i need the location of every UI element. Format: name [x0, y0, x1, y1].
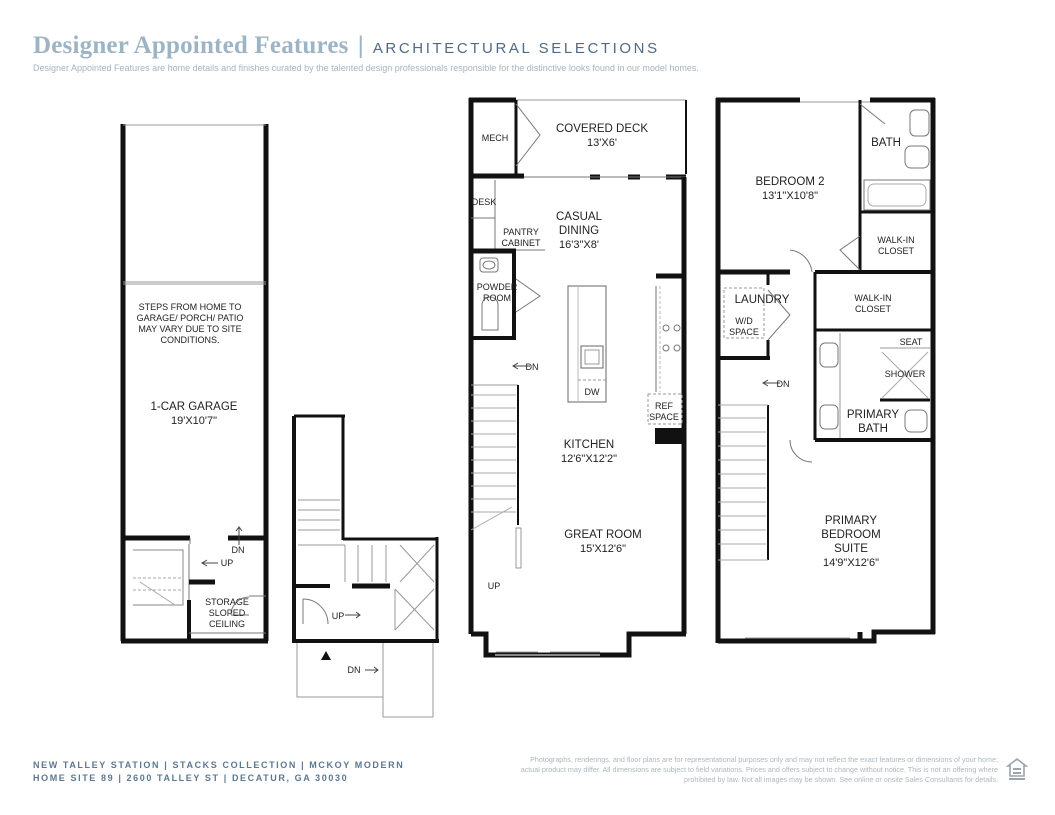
garage-note-line-3: MAY VARY DUE TO SITE [138, 324, 242, 334]
garage-level-plan [121, 124, 268, 641]
bedroom-2-dimensions: 13'1"X10'8" [761, 190, 819, 202]
storage-line-1: STORAGE [205, 597, 249, 607]
garage-dimensions: 19'X10'7" [170, 415, 218, 427]
primary-suite-dimensions: 14'9"X12'6" [822, 557, 880, 569]
page-title: Designer Appointed Features [33, 32, 349, 59]
garage-note-line-4: CONDITIONS. [160, 335, 220, 345]
bedroom-2-label: BEDROOM 2 [755, 176, 825, 188]
upper-dn-label: DN [776, 379, 790, 389]
title-separator: | [357, 32, 364, 59]
page-description: Designer Appointed Features are home details and finishes curated by the talented design professionals responsible for the distinctive looks found in our model homes. [33, 63, 699, 73]
equal-housing-icon [1006, 757, 1028, 783]
pantry-line-1: PANTRY [503, 227, 539, 237]
garage-dn-label: DN [231, 545, 245, 555]
walkin-closet-2-line-1: WALK-IN [854, 293, 892, 303]
walkin-closet-1-line-1: WALK-IN [877, 235, 915, 245]
walkin-closet-2-line-2: CLOSET [854, 304, 892, 314]
page-subtitle: ARCHITECTURAL SELECTIONS [372, 40, 660, 57]
storage-line-3: CEILING [208, 619, 246, 629]
garage-note-line-1: STEPS FROM HOME TO [138, 302, 242, 312]
footer-disclaimer: Photographs, renderings, and floor plans are for representational purposes only and may not reflect the exact features or dimensions of your home; actual product may differ. All dimensions are subject to field variations. Prices and offers subject to change without notice. This is not an offering where prohibited by law. Not all images may be shown. See online or onsite Sales Consultants for details. [520, 755, 998, 784]
laundry-label: LAUNDRY [734, 294, 790, 306]
desk-label: DESK [471, 197, 497, 207]
great-room-label: GREAT ROOM [564, 529, 642, 541]
casual-dining-dimensions: 16'3"X8' [559, 239, 599, 251]
seat-label: SEAT [899, 337, 923, 347]
kitchen-label: KITCHEN [563, 439, 615, 451]
walkin-closet-1-line-2: CLOSET [877, 246, 915, 256]
primary-bath-line-1: PRIMARY [846, 409, 900, 421]
entry-dn-label: DN [347, 665, 361, 675]
pantry-line-2: CABINET [501, 238, 541, 248]
bath-label: BATH [871, 137, 901, 149]
footer-line-2: HOME SITE 89 | 2600 TALLEY ST | DECATUR, GA 30030 [33, 773, 349, 783]
footer-project-info [33, 759, 404, 785]
primary-suite-line-2: BEDROOM [821, 529, 881, 541]
ref-space-line-2: SPACE [649, 412, 679, 422]
footer-line-1: NEW TALLEY STATION | STACKS COLLECTION | MCKOY MODERN [33, 760, 405, 770]
mech-label: MECH [481, 133, 509, 143]
covered-deck-label: COVERED DECK [555, 123, 649, 135]
ref-space-line-1: REF [655, 401, 673, 411]
dishwasher-label: DW [584, 387, 600, 397]
garage-note-line-2: GARAGE/ PORCH/ PATIO [136, 313, 244, 323]
covered-deck-dimensions: 13'X6' [587, 137, 617, 149]
great-room-dimensions: 15'X12'6" [579, 543, 627, 555]
powder-room-line-1: POWDER [476, 282, 518, 292]
main-dn-label: DN [525, 362, 539, 372]
shower-label: SHOWER [884, 369, 926, 379]
casual-dining-line-1: CASUAL [555, 211, 603, 223]
storage-line-2: SLOPED [208, 608, 246, 618]
wd-space-line-1: W/D [735, 316, 753, 326]
primary-bath-line-2: BATH [858, 423, 888, 435]
main-level-plan [469, 98, 686, 655]
garage-up-label: UP [220, 558, 234, 568]
primary-suite-line-3: SUITE [834, 543, 868, 555]
primary-suite-line-1: PRIMARY [824, 515, 878, 527]
casual-dining-line-2: DINING [558, 225, 600, 237]
kitchen-dimensions: 12'6"X12'2" [560, 453, 618, 465]
powder-room-line-2: ROOM [483, 293, 511, 303]
garage-label: 1-CAR GARAGE [150, 401, 238, 413]
entry-level-plan [292, 416, 439, 717]
wd-space-line-2: SPACE [729, 327, 759, 337]
entry-up-label: UP [331, 611, 345, 621]
main-up-label: UP [487, 581, 501, 591]
